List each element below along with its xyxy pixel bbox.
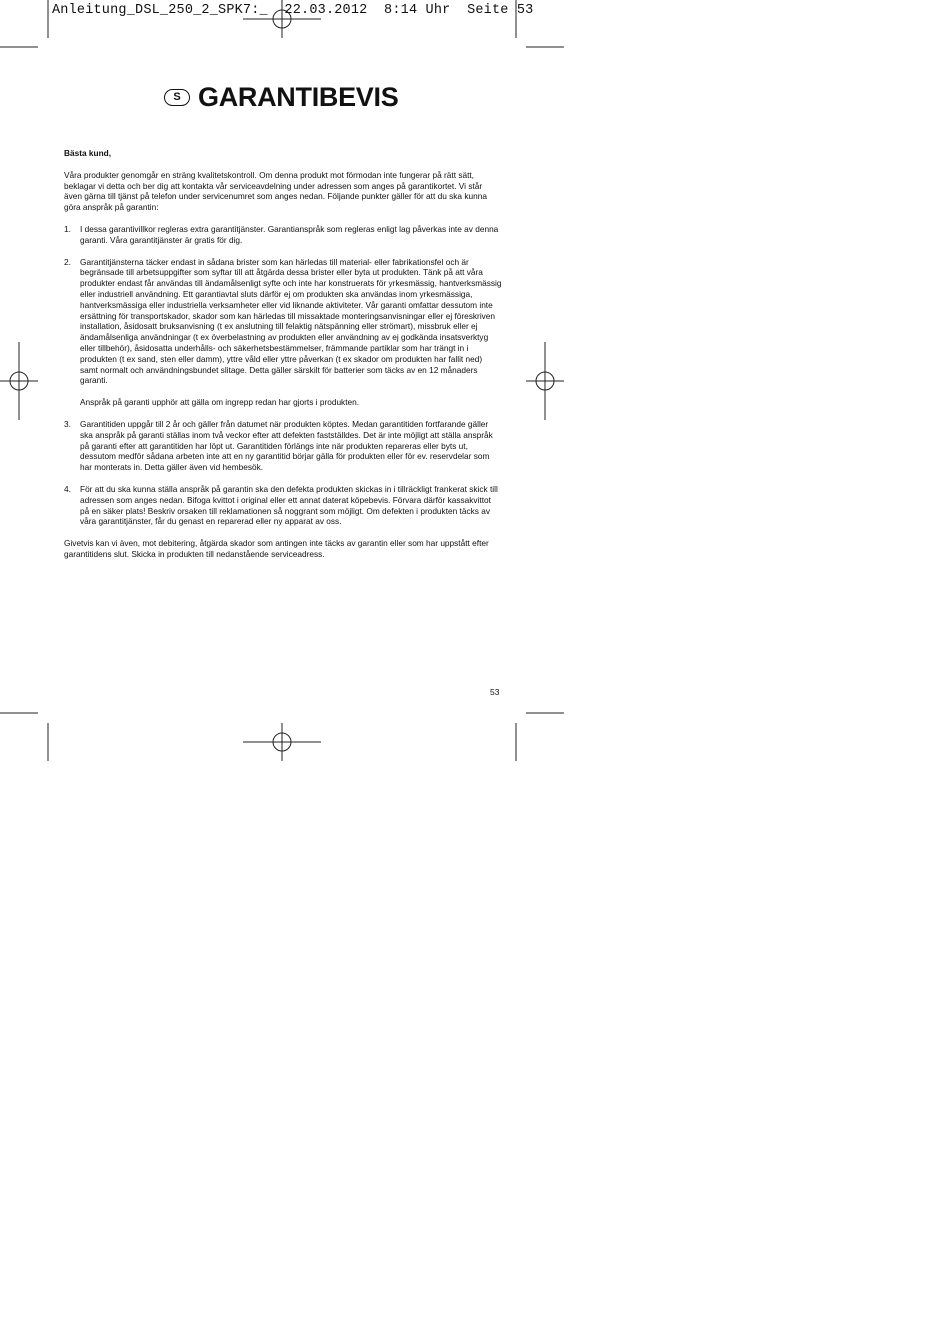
title-row	[164, 84, 398, 111]
item-number: 3.	[64, 418, 71, 429]
list-item	[64, 484, 502, 527]
item-text-secondary: Anspråk på garanti upphör att gälla om ingrepp redan har gjorts i produkten.	[80, 397, 360, 408]
item-number: 2.	[64, 256, 71, 267]
closing-paragraph: Givetvis kan vi även, mot debitering, åtgärda skador som antingen inte täcks av garantin eller som har uppstått efter garantitidens slut. Skicka in produkten till nedanstående serviceadress.	[64, 538, 489, 559]
page-title: GARANTIBEVIS	[198, 82, 399, 112]
item-text: Garantitiden uppgår till 2 år och gäller från datumet när produkten köptes. Medan garantitiden fortfarande gäller ska anspråk på garanti ställas inom två veckor efter att defekten fastställdes. Det är inte möjligt att ställa anspråk på garanti efter att garantitiden har löpt ut. Garantitiden förlängs inte när produkten repareras eller byts ut, dessutom medför sådana arbeten inte att en ny garantitid börjar gälla för produkten eller för ev. reservdelar som har monterats in. Detta gäller även vid hembesök.	[80, 418, 493, 473]
greeting: Bästa kund,	[64, 148, 112, 158]
page-number: 53	[490, 687, 500, 697]
language-badge: S	[164, 89, 190, 106]
warranty-terms-list	[64, 224, 502, 527]
warranty-text	[64, 148, 502, 560]
item-text: I dessa garantivillkor regleras extra garantitjänster. Garantianspråk som regleras enligt lag påverkas inte av denna garanti. Våra garantitjänster är gratis för dig.	[80, 223, 499, 245]
list-item	[64, 419, 502, 473]
item-number: 4.	[64, 483, 71, 494]
item-number: 1.	[64, 223, 71, 234]
item-text: För att du ska kunna ställa anspråk på garantin ska den defekta produkten skickas in i tillräckligt frankerat skick till adressen som anges nedan. Bifoga kvittot i original eller ett annat daterat köpebevis. Förvara därför kassakvittot på en säker plats! Beskriv orsaken till reklamationen så noggrant som möjligt. Om defekten i produkten täcks av våra garantitjänster, får du genast en reparerad eller ny apparat av oss.	[80, 483, 498, 527]
item-text: Garantitjänsterna täcker endast in sådana brister som kan härledas till material- eller fabrikationsfel och är begränsade till arbetsuppgifter som syftar till att åtgärda dessa brister eller byta ut produkten. Tänk på att våra produkter endast får användas till ändamålsenligt syfte och inte har konstruerats för yrkesmässig, hantverksmässig eller industriell användning. Ett garantiavtal sluts därför ej om produkten ska användas inom yrkesmässiga, hantverksmässiga eller industriella verksamheter eller vid liknande aktiviteter. Vår garanti omfattar dessutom inte ersättning för transportskador, skador som kan härledas till missaktade monteringsanvisningar eller ej föreskriven installation, åsidosatt bruksanvisning (t ex anslutning till felaktig nätspänning eller strömart), missbruk eller ej ändamålsenliga användningar (t ex överbelastning av produkten eller användning av ej godkända insatsverktyg eller tillbehör), åsidosatta underhålls- och säkerhetsbestämmelser, främmande partiklar som har trängt in i produkten (t ex sand, sten eller damm), yttre våld eller yttre påverkan (t ex skador om produkten har fallit ned) samt normalt och användningsbundet slitage. Detta gäller särskilt för batterier som täcks av en 12 månaders garanti.	[80, 256, 502, 386]
print-header: Anleitung_DSL_250_2_SPK7:_ 22.03.2012 8:14 Uhr Seite 53	[52, 3, 534, 18]
list-item	[64, 224, 502, 246]
list-item	[64, 257, 502, 408]
intro-paragraph: Våra produkter genomgår en sträng kvalitetskontroll. Om denna produkt mot förmodan inte fungerar på rätt sätt, beklagar vi detta och ber dig att kontakta vår serviceavdelning under adressen som anges på garantikortet. Vi står även gärna till tjänst på telefon under servicenumret som anges nedan. Följande punkter gäller för att du ska kunna göra anspråk på garantin:	[64, 169, 487, 213]
